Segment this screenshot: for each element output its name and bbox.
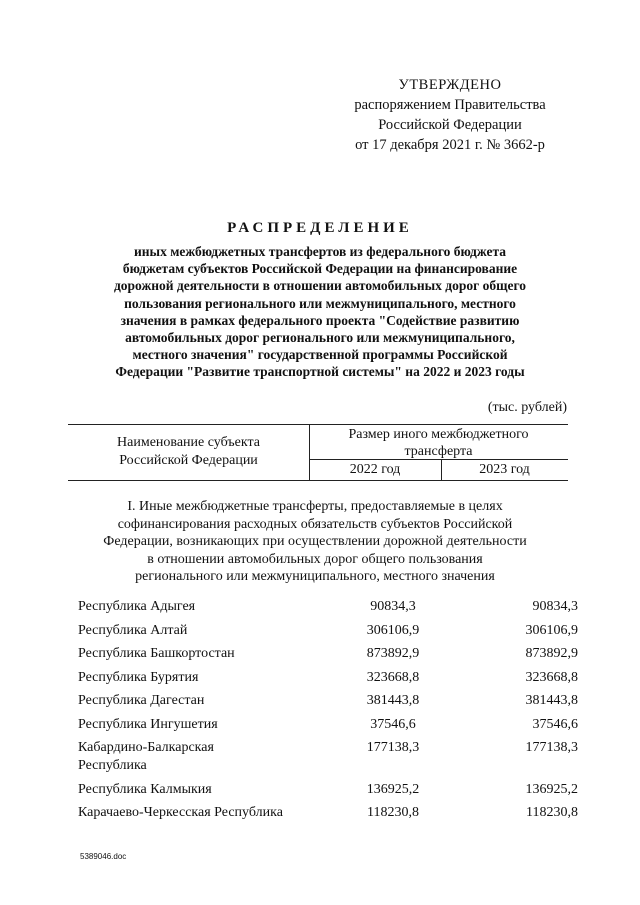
value-2023: 323668,8 xyxy=(525,669,578,685)
title-line-7: местного значения" государственной программы Российской xyxy=(132,347,508,363)
value-2022: 177138,3 xyxy=(366,740,420,755)
title-line-3: дорожной деятельности в отношении автомобильных дорог общего xyxy=(113,278,527,294)
value-2022: 37546,6 xyxy=(370,716,416,732)
region-name: Республика Башкортостан xyxy=(78,646,235,661)
column-header-name xyxy=(68,434,309,470)
column-header-size xyxy=(309,426,568,460)
table-header xyxy=(68,424,568,481)
value-2022: 90834,3 xyxy=(370,599,416,614)
value-2022: 306106,9 xyxy=(366,622,420,638)
approved-line-1: распоряжением Правительства xyxy=(354,97,546,113)
region-name: Кабардино-Балкарская Республика xyxy=(78,740,214,773)
region-name: Республика Дагестан xyxy=(78,693,205,708)
table-row xyxy=(78,622,578,640)
value-2023: 37546,6 xyxy=(532,716,578,732)
section-line-1: I. Иные межбюджетные трансферты, предоставляемые в целях xyxy=(127,499,503,514)
section-line-3: Федерации, возникающих при осуществлении дорожной деятельности xyxy=(103,534,527,549)
approved-line-2: Российской Федерации xyxy=(378,117,522,133)
table-row xyxy=(78,781,578,799)
region-name: Республика Ингушетия xyxy=(78,716,218,732)
footer-filename: 5389046.doc xyxy=(80,852,127,861)
column-header-size-line-2: трансферта xyxy=(404,444,473,459)
column-header-size-line-1: Размер иного межбюджетного xyxy=(348,427,529,442)
table-row xyxy=(78,692,578,710)
approved-heading: УТВЕРЖДЕНО xyxy=(398,77,502,93)
units-label: (тыс. рублей) xyxy=(487,400,567,415)
section-line-2: софинансирования расходных обязательств субъектов Российской xyxy=(117,516,513,532)
table-row xyxy=(78,739,578,775)
value-2023: 177138,3 xyxy=(525,740,578,755)
section-heading xyxy=(75,498,555,586)
table-row xyxy=(78,804,578,822)
value-2023: 306106,9 xyxy=(525,622,578,638)
value-2023: 136925,2 xyxy=(525,781,578,797)
value-2022: 136925,2 xyxy=(366,781,420,797)
region-name: Республика Алтай xyxy=(78,622,188,638)
region-name: Карачаево-Черкесская Республика xyxy=(78,805,283,820)
table-row xyxy=(78,669,578,687)
section-line-4: в отношении автомобильных дорог общего пользования xyxy=(147,551,483,567)
title-line-4: пользования регионального или межмуниципального, местного xyxy=(124,295,516,311)
value-2023: 118230,8 xyxy=(526,805,578,820)
title-line-8: Федерации "Развитие транспортной системы" на 2022 и 2023 годы xyxy=(115,364,525,380)
header-rule-bottom xyxy=(68,480,568,481)
region-name: Республика Адыгея xyxy=(78,599,196,614)
column-header-name-line-2: Российской Федерации xyxy=(119,453,258,468)
title-line-6: автомобильных дорог регионального или межмуниципального, xyxy=(125,330,515,346)
title-line-5: значения в рамках федерального проекта "Содействие развитию xyxy=(120,312,520,328)
title-line-2: бюджетам субъектов Российской Федерации на финансирование xyxy=(122,261,518,277)
title-line-1: иных межбюджетных трансфертов из федерального бюджета xyxy=(133,244,507,259)
approval-stamp xyxy=(330,75,570,155)
region-name: Республика Бурятия xyxy=(78,669,199,685)
column-header-year-2022: 2022 год xyxy=(349,462,401,477)
title-word: РАСПРЕДЕЛЕНИЕ xyxy=(227,220,413,236)
value-2023: 90834,3 xyxy=(532,599,578,614)
title-text xyxy=(60,243,580,381)
region-name: Республика Калмыкия xyxy=(78,781,212,797)
value-2023: 873892,9 xyxy=(525,646,578,661)
value-2022: 323668,8 xyxy=(366,669,420,685)
data-table-body xyxy=(78,598,578,828)
value-2022: 118230,8 xyxy=(367,805,419,820)
column-header-name-line-1: Наименование субъекта xyxy=(117,435,260,450)
table-row xyxy=(78,598,578,616)
value-2022: 873892,9 xyxy=(366,646,420,661)
value-2022: 381443,8 xyxy=(366,693,420,708)
header-rule-top xyxy=(68,424,568,425)
table-row xyxy=(78,645,578,663)
value-2023: 381443,8 xyxy=(525,693,578,708)
document-title xyxy=(60,220,580,381)
approved-line-3: от 17 декабря 2021 г. № 3662-р xyxy=(355,137,545,153)
column-header-year-2023: 2023 год xyxy=(479,462,530,477)
section-line-5: регионального или межмуниципального, местного значения xyxy=(135,569,495,584)
table-row xyxy=(78,716,578,734)
